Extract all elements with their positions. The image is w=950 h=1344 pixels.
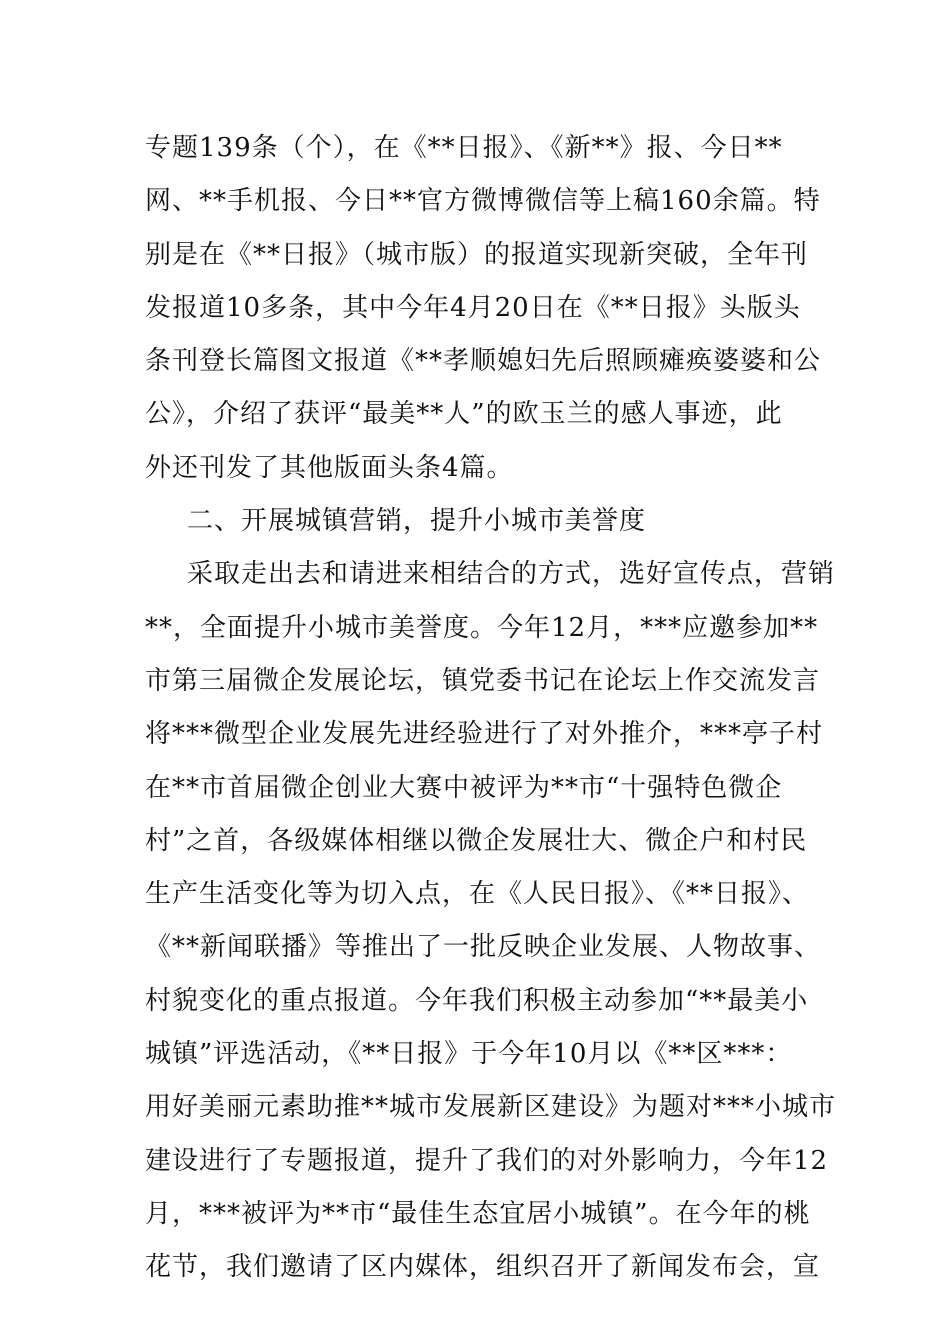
paragraph-line: 村”之首，各级媒体相继以微企发展壮大、微企户和村民	[145, 825, 808, 856]
paragraph-line: 别是在《**日报》（城市版）的报道实现新突破，全年刊	[145, 239, 809, 270]
paragraph-line: 市第三届微企发展论坛，镇党委书记在论坛上作交流发言	[145, 665, 821, 696]
paragraph-line: 外还刊发了其他版面头条4篇。	[145, 452, 514, 483]
paragraph-line: 建设进行了专题报道，提升了我们的对外影响力，今年12	[145, 1145, 829, 1176]
paragraph-line: 花节，我们邀请了区内媒体，组织召开了新闻发布会，宣	[145, 1252, 821, 1283]
paragraph-line: 发报道10多条，其中今年4月20日在《**日报》头版头	[145, 292, 801, 323]
paragraph-line: 公》，介绍了获评“最美**人”的欧玉兰的感人事迹，此	[145, 399, 783, 430]
paragraph-line: 网、**手机报、今日**官方微博微信等上稿160余篇。特	[145, 186, 821, 217]
paragraph-line: **，全面提升小城市美誉度。今年12月，***应邀参加**	[145, 612, 819, 643]
paragraph-line: 生产生活变化等为切入点，在《人民日报》、《**日报》、	[145, 879, 810, 910]
paragraph-line: 城镇”评选活动，《**日报》于今年10月以《**区***：	[145, 1039, 793, 1070]
paragraph-line: 条刊登长篇图文报道《**孝顺媳妇先后照顾瘫痪婆婆和公	[145, 346, 822, 377]
paragraph-line: 月，***被评为**市“最佳生态宜居小城镇”。在今年的桃	[145, 1198, 811, 1229]
paragraph-line: 《**新闻联播》等推出了一批反映企业发展、人物故事、	[145, 932, 822, 963]
section-heading: 二、开展城镇营销，提升小城市美誉度	[187, 506, 647, 537]
paragraph-line: 村貌变化的重点报道。今年我们积极主动参加“**最美小	[145, 985, 809, 1016]
paragraph-line: 在**市首届微企创业大赛中被评为**市“十强特色微企	[145, 772, 783, 803]
document-body	[145, 122, 837, 1295]
paragraph-line: 用好美丽元素助推**城市发展新区建设》为题对***小城市	[145, 1092, 837, 1123]
paragraph-line: 将***微型企业发展先进经验进行了对外推介，***亭子村	[145, 719, 824, 750]
paragraph-line: 采取走出去和请进来相结合的方式，选好宣传点，营销	[187, 559, 836, 590]
paragraph-line: 专题139条（个），在《**日报》、《新**》报、今日**	[145, 133, 783, 163]
